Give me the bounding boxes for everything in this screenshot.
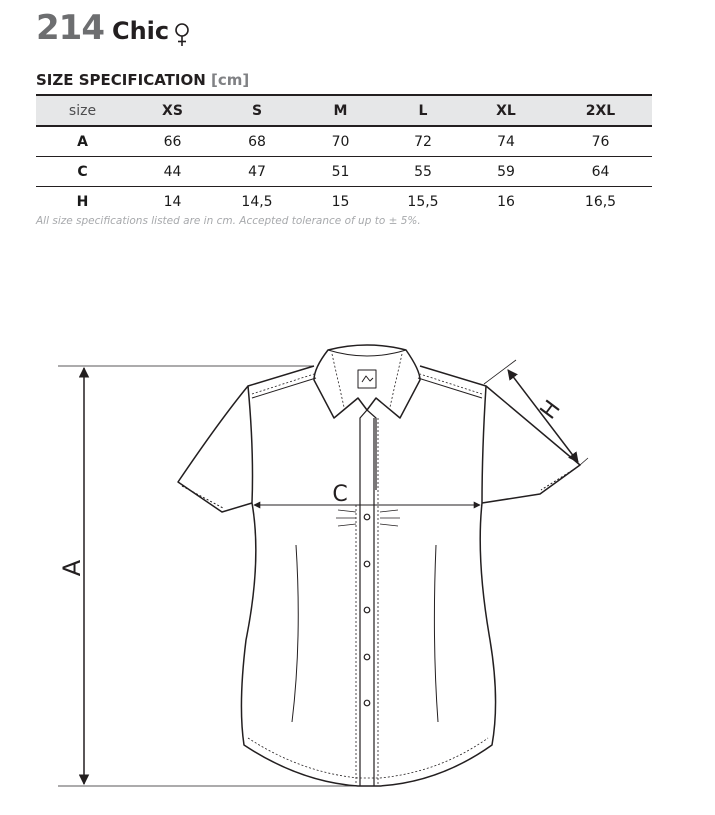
table-cell: 15,5 [407, 193, 439, 210]
label-h: H [535, 395, 566, 425]
measurement-c [254, 482, 480, 507]
table-cell: 68 [248, 133, 266, 150]
size-spec-unit: [cm] [211, 71, 250, 89]
button [364, 607, 370, 613]
table-cell: 14,5 [241, 193, 273, 210]
table-cell: 14 [163, 193, 182, 210]
table-cell: 59 [497, 163, 515, 180]
dimension-h-line [508, 370, 578, 462]
table-cell: 51 [331, 163, 350, 180]
size-l-header: L [418, 102, 428, 119]
table-cell: 74 [497, 133, 515, 150]
row-label-h: H [76, 193, 89, 210]
size-m-header: M [333, 102, 348, 119]
size-xl-header: XL [496, 102, 516, 119]
button [364, 561, 370, 567]
table-cell: 76 [591, 133, 610, 150]
table-cell: 16,5 [584, 193, 617, 210]
shirt-outline [178, 345, 580, 786]
left-sleeve [178, 386, 252, 512]
neck-label [358, 370, 376, 388]
table-cell: 55 [414, 163, 432, 180]
row-label-a: A [77, 133, 88, 150]
hem-stitch [248, 738, 488, 778]
table-cell: 64 [591, 163, 610, 180]
tolerance-note: All size specifications listed are in cm. Accepted tolerance of up to ± 5%. [36, 215, 421, 227]
table-cell: 15 [331, 193, 350, 210]
table-cell: 66 [163, 133, 182, 150]
table-cell: 16 [497, 193, 515, 210]
shoulder-yoke-right [418, 378, 482, 398]
left-dart [292, 545, 298, 722]
table-cell: 72 [414, 133, 432, 150]
placket [360, 418, 374, 786]
button [364, 654, 370, 660]
label-a: A [58, 559, 86, 577]
table-cell: 70 [331, 133, 350, 150]
button [364, 514, 370, 520]
product-code: 214 [36, 8, 104, 48]
button [364, 700, 370, 706]
size-s-header: S [251, 102, 263, 119]
table-cell: 47 [248, 163, 266, 180]
table-cell: 44 [163, 163, 182, 180]
size-2xl-header: 2XL [585, 102, 616, 119]
size-xs-header: XS [162, 102, 183, 119]
right-dart [434, 545, 438, 722]
measurement-h [484, 360, 588, 465]
measurement-a [58, 366, 358, 786]
row-label-c: C [77, 163, 88, 180]
size-column-label: size [68, 102, 97, 119]
size-spec-title: SIZE SPECIFICATION [36, 71, 206, 89]
label-c: C [332, 482, 348, 507]
product-name: Chic [111, 17, 170, 45]
shirt-body [241, 366, 495, 786]
shoulder-yoke-left [252, 378, 316, 398]
buttons [364, 514, 370, 706]
